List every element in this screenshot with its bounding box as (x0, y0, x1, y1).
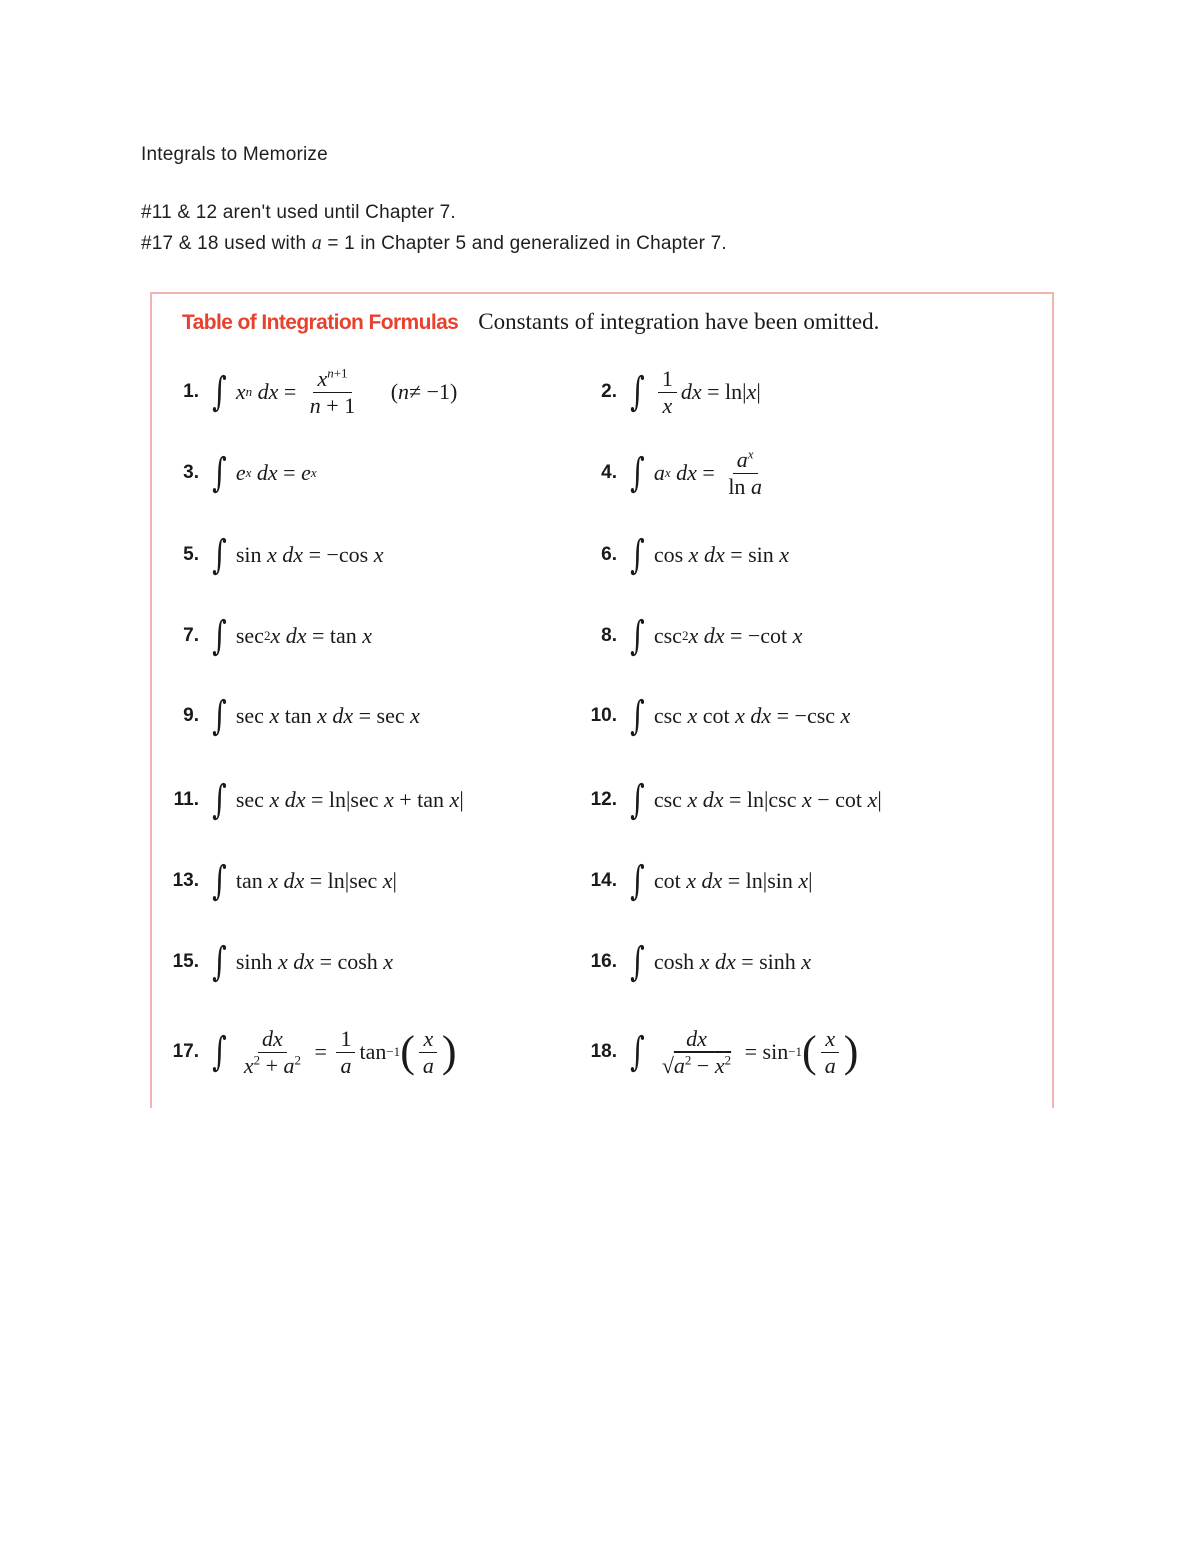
formula-13 (163, 851, 397, 911)
integral-sign-icon: ∫ (212, 1029, 227, 1075)
formula-2 (581, 362, 761, 422)
formula-expression: cos x dx = sin x (653, 542, 790, 567)
formula-6 (581, 525, 789, 585)
formula-8 (581, 606, 802, 666)
formula-expression: $\frac{dx}{√a^2 - x^2}$ = sin −1 ( $\frac{x}{a}$ ) (661, 1026, 859, 1078)
integral-sign-icon: ∫ (212, 777, 227, 823)
note-variable: a (311, 232, 322, 254)
integral-sign-icon: ∫ (212, 532, 227, 578)
formula-number: 17. (172, 1041, 199, 1062)
formula-number: 4. (601, 462, 617, 483)
formula-11 (163, 770, 464, 830)
formula-5 (163, 525, 383, 585)
table-subtitle: Constants of integration have been omitted. (478, 309, 880, 334)
formula-number: 11. (173, 789, 199, 810)
formula-15 (163, 932, 393, 992)
page-title: Integrals to Memorize (141, 144, 328, 165)
formula-expression: csc 2 x dx = −cot x (653, 623, 803, 648)
formula-expression: $\frac{1}{x}$ dx = ln| x | (654, 366, 761, 418)
formula-10 (581, 686, 850, 746)
integral-sign-icon: ∫ (630, 450, 645, 496)
formula-16 (581, 932, 811, 992)
integral-sign-icon: ∫ (212, 369, 227, 415)
note-text-post: = 1 in Chapter 5 and generalized in Chapter 7. (321, 233, 727, 254)
integral-sign-icon: ∫ (212, 693, 227, 739)
formula-expression: sec 2 x dx = tan x (235, 623, 373, 648)
formula-expression: cot x dx = ln|sin x | (653, 868, 813, 893)
integral-sign-icon: ∫ (212, 858, 227, 904)
table-header (182, 309, 879, 335)
integral-sign-icon: ∫ (630, 693, 645, 739)
formula-3 (163, 443, 317, 503)
formula-9 (163, 686, 420, 746)
formula-14 (581, 851, 813, 911)
formula-number: 8. (601, 625, 617, 646)
formula-number: 6. (601, 544, 617, 565)
note-chapter-7: #11 & 12 aren't used until Chapter 7. (141, 202, 456, 223)
formula-expression: x n dx = $\frac{x^{n+1}}{n + 1}$ ( n ≠ −1) (235, 365, 458, 418)
formula-number: 10. (590, 705, 617, 726)
note-chapter-5 (141, 232, 727, 255)
formula-expression: a x dx = $\frac{a^x}{\text{ln a}}$ (653, 446, 762, 499)
integral-sign-icon: ∫ (630, 939, 645, 985)
formula-number: 15. (172, 951, 199, 972)
formula-expression: tan x dx = ln|sec x | (235, 868, 397, 893)
formula-expression: e x dx = e x (235, 460, 317, 485)
integral-sign-icon: ∫ (630, 613, 645, 659)
formula-expression: cosh x dx = sinh x (653, 949, 812, 974)
formula-expression: sec x dx = ln|sec x + tan x | (235, 787, 464, 812)
integral-sign-icon: ∫ (630, 777, 645, 823)
formula-number: 5. (183, 544, 199, 565)
formula-17 (163, 1022, 457, 1082)
formula-number: 13. (172, 870, 199, 891)
formula-expression: csc x dx = ln|csc x − cot x | (653, 787, 882, 812)
integral-sign-icon: ∫ (212, 450, 227, 496)
formula-expression: $\frac{dx}{x^2 + a^2}$ = $\frac{1}{a}$ tan −1 ( $\frac{x}{a}$ ) (243, 1026, 457, 1078)
formula-number: 18. (590, 1041, 617, 1062)
formula-1 (163, 362, 457, 422)
formula-expression: sin x dx = −cos x (235, 542, 384, 567)
formula-number: 16. (590, 951, 617, 972)
table-title: Table of Integration Formulas (182, 311, 459, 334)
formula-4 (581, 443, 770, 503)
formula-number: 9. (183, 705, 199, 726)
formula-expression: sec x tan x dx = sec x (235, 703, 420, 728)
formula-number: 7. (183, 625, 199, 646)
formula-expression: sinh x dx = cosh x (235, 949, 394, 974)
formula-number: 2. (601, 381, 617, 402)
note-text-pre: #17 & 18 used with (141, 233, 312, 254)
integral-sign-icon: ∫ (630, 369, 645, 415)
formula-number: 12. (590, 789, 617, 810)
formula-expression: csc x cot x dx = −csc x (653, 703, 851, 728)
formula-18 (581, 1022, 858, 1082)
formula-number: 1. (183, 381, 199, 402)
integral-sign-icon: ∫ (630, 1029, 645, 1075)
formula-number: 14. (590, 870, 617, 891)
integral-sign-icon: ∫ (630, 858, 645, 904)
formula-number: 3. (183, 462, 199, 483)
formula-12 (581, 770, 882, 830)
integral-sign-icon: ∫ (630, 532, 645, 578)
integral-sign-icon: ∫ (212, 939, 227, 985)
formula-7 (163, 606, 372, 666)
integral-sign-icon: ∫ (212, 613, 227, 659)
